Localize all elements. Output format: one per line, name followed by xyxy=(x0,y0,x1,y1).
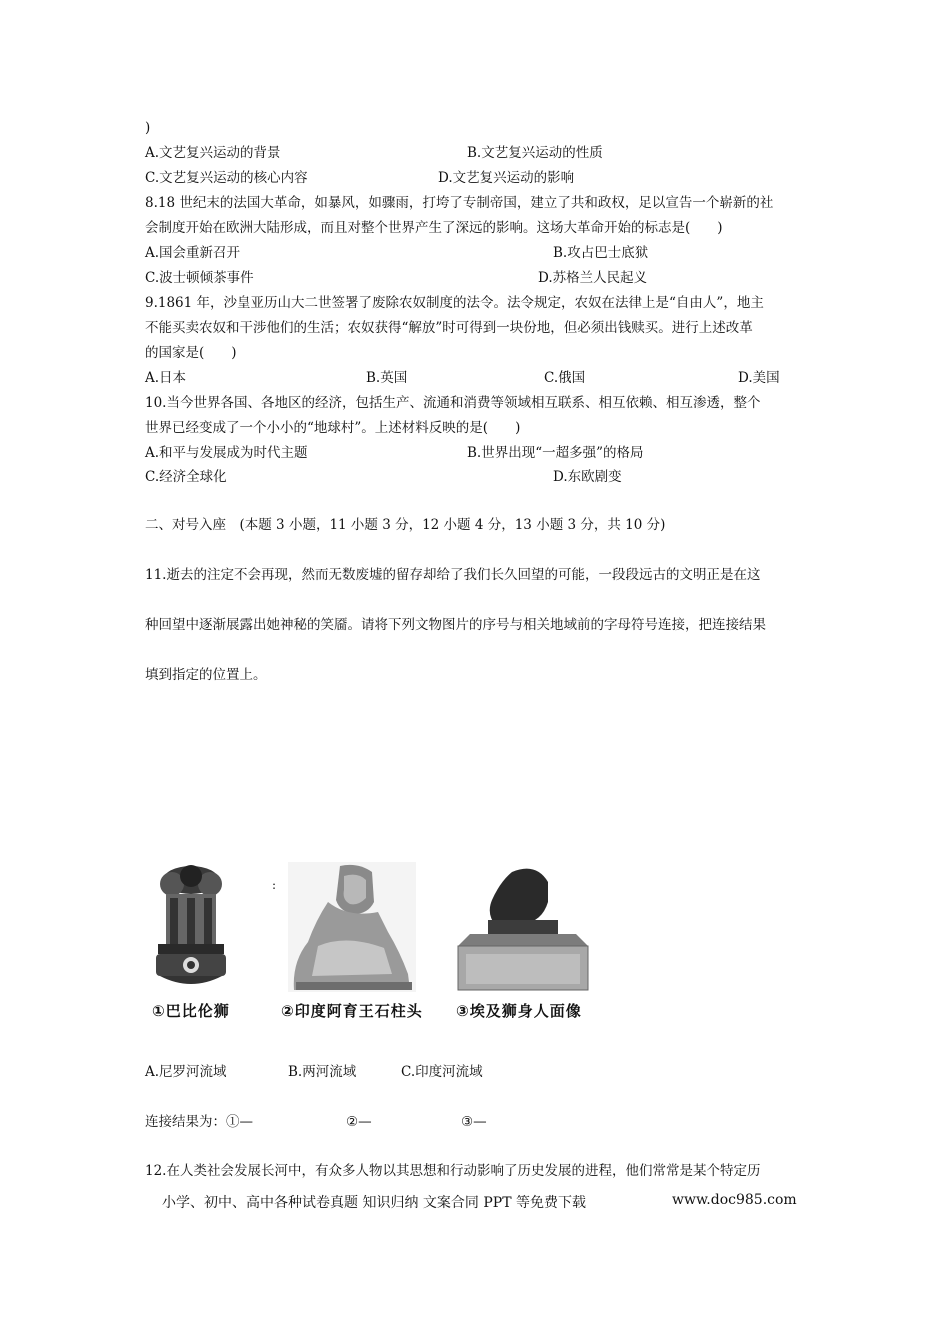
q8-stem-line1: 8.18 世纪末的法国大革命，如暴风，如骤雨，打垮了专制帝国，建立了共和政权，足以宣告一个崭新的社 xyxy=(145,195,774,211)
q7-stem-tail: ) xyxy=(145,120,151,136)
footer-url[interactable]: www.doc985.com xyxy=(672,1192,797,1208)
q8-stem-line2: 会制度开始在欧洲大陆形成，而且对整个世界产生了深远的影响。这场大革命开始的标志是( ) xyxy=(145,220,723,236)
caption-ashoka-pillar: ②印度阿育王石柱头 xyxy=(281,1002,423,1020)
q7-option-d: D.文艺复兴运动的影响 xyxy=(438,170,575,186)
sphinx-image xyxy=(288,862,416,992)
q9-stem-line1: 9.1861 年，沙皇亚历山大二世签署了废除农奴制度的法令。法令规定，农奴在法律上是“自由人”，地主 xyxy=(145,295,764,311)
caption-babylon-lion: ①巴比伦狮 xyxy=(152,1002,230,1020)
q7-option-a: A.文艺复兴运动的背景 xyxy=(145,145,281,161)
q9-option-b: B.英国 xyxy=(366,370,408,386)
q7-option-b: B.文艺复兴运动的性质 xyxy=(467,145,603,161)
q12-stem-line1: 12.在人类社会发展长河中，有众多人物以其思想和行动影响了历史发展的进程，他们常常是某个特定历 xyxy=(145,1163,761,1179)
q11-option-a: A.尼罗河流域 xyxy=(145,1064,227,1080)
q11-option-c: C.印度河流域 xyxy=(401,1064,483,1080)
q8-option-c: C.波士顿倾茶事件 xyxy=(145,270,254,286)
stray-mark: : xyxy=(272,878,277,892)
q9-stem-line3: 的国家是( ) xyxy=(145,345,237,361)
q9-option-d: D.美国 xyxy=(738,370,780,386)
q10-stem-line2: 世界已经变成了一个小小的“地球村”。上述材料反映的是( ) xyxy=(145,420,521,436)
q10-option-d: D.东欧剧变 xyxy=(553,469,622,485)
q10-stem-line1: 10.当今世界各国、各地区的经济，包括生产、流通和消费等领域相互联系、相互依赖、相互渗透，整个 xyxy=(145,395,761,411)
q9-stem-line2: 不能买卖农奴和干涉他们的生活；农奴获得“解放”时可得到一块份地，但必须出钱赎买。进行上述改革 xyxy=(145,320,753,336)
q11-stem-line2: 种回望中逐渐展露出她神秘的笑靥。请将下列文物图片的序号与相关地域前的字母符号连接，把连接结果 xyxy=(145,617,766,633)
q9-option-c: C.俄国 xyxy=(544,370,586,386)
q11-stem-line3: 填到指定的位置上。 xyxy=(145,667,267,683)
ashoka-lion-capital-image xyxy=(150,862,232,992)
q10-option-b: B.世界出现“一超多强”的格局 xyxy=(467,445,644,461)
q11-result-3: ③— xyxy=(461,1114,487,1130)
q11-option-b: B.两河流域 xyxy=(288,1064,357,1080)
q11-stem-line1: 11.逝去的注定不会再现，然而无数废墟的留存却给了我们长久回望的可能，一段段远古的文明正是在这 xyxy=(145,567,761,583)
q11-result-label: 连接结果为：①— xyxy=(145,1114,253,1130)
q10-option-c: C.经济全球化 xyxy=(145,469,227,485)
footer-text: 小学、初中、高中各种试卷真题 知识归纳 文案合同 PPT 等免费下载 xyxy=(162,1195,586,1211)
q10-option-a: A.和平与发展成为时代主题 xyxy=(145,445,308,461)
q11-result-2: ②— xyxy=(346,1114,372,1130)
section-heading: 二、对号入座 (本题 3 小题，11 小题 3 分，12 小题 4 分，13 小题 3 分，共 10 分) xyxy=(145,517,666,533)
q9-option-a: A.日本 xyxy=(145,370,187,386)
q8-option-a: A.国会重新召开 xyxy=(145,245,241,261)
caption-egypt-sphinx: ③埃及狮身人面像 xyxy=(456,1002,582,1020)
q8-option-b: B.攻占巴士底狱 xyxy=(553,245,649,261)
q8-option-d: D.苏格兰人民起义 xyxy=(538,270,648,286)
q7-option-c: C.文艺复兴运动的核心内容 xyxy=(145,170,308,186)
babylon-lion-image xyxy=(456,862,590,992)
